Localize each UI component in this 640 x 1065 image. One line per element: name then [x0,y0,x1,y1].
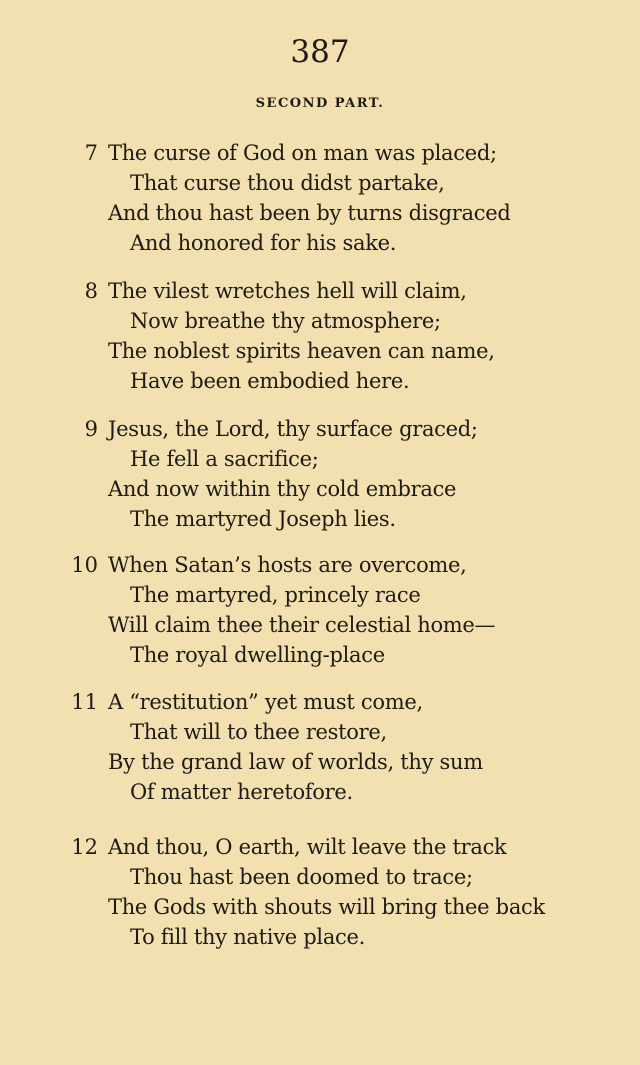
verse-line: The Gods with shouts will bring thee back [108,895,545,919]
verse-line: And thou, O earth, wilt leave the track [108,835,507,859]
verse-line: The martyred Joseph lies. [130,507,396,531]
verse-number: 11 [71,690,98,714]
verse-line: To fill thy native place. [130,925,366,949]
verse-line: Jesus, the Lord, thy surface graced; [108,417,478,441]
verse-number: 10 [71,553,98,577]
verse-line: That curse thou didst partake, [130,171,445,195]
verse-line: The martyred, princely race [130,583,421,607]
verse-line: When Satan’s hosts are overcome, [108,553,467,577]
verse-line: And thou hast been by turns disgraced [108,201,511,225]
verse-line: The curse of God on man was placed; [108,141,497,165]
verse-line: Will claim thee their celestial home— [108,613,496,637]
verse-line: And honored for his sake. [130,231,397,255]
verse-line: A “restitution” yet must come, [108,690,423,714]
verse-line: Have been embodied here. [130,369,410,393]
page-number: 387 [290,34,350,70]
verse-number: 9 [84,417,98,441]
verse-line: He fell a sacrifice; [130,447,319,471]
verse-line: And now within thy cold embrace [108,477,457,501]
verse-line: Thou hast been doomed to trace; [130,865,473,889]
verse-line: Now breathe thy atmosphere; [130,309,441,333]
section-title: SECOND PART. [255,96,385,111]
verse-line: Of matter heretofore. [130,780,353,804]
verse-line: The noblest spirits heaven can name, [108,339,495,363]
verse-number: 8 [84,279,98,303]
verse-line: The royal dwelling-place [130,643,385,667]
verse-line: The vilest wretches hell will claim, [108,279,467,303]
verse-line: That will to thee restore, [130,720,387,744]
verse-line: By the grand law of worlds, thy sum [108,750,483,774]
verse-number: 7 [84,141,98,165]
verse-number: 12 [71,835,98,859]
